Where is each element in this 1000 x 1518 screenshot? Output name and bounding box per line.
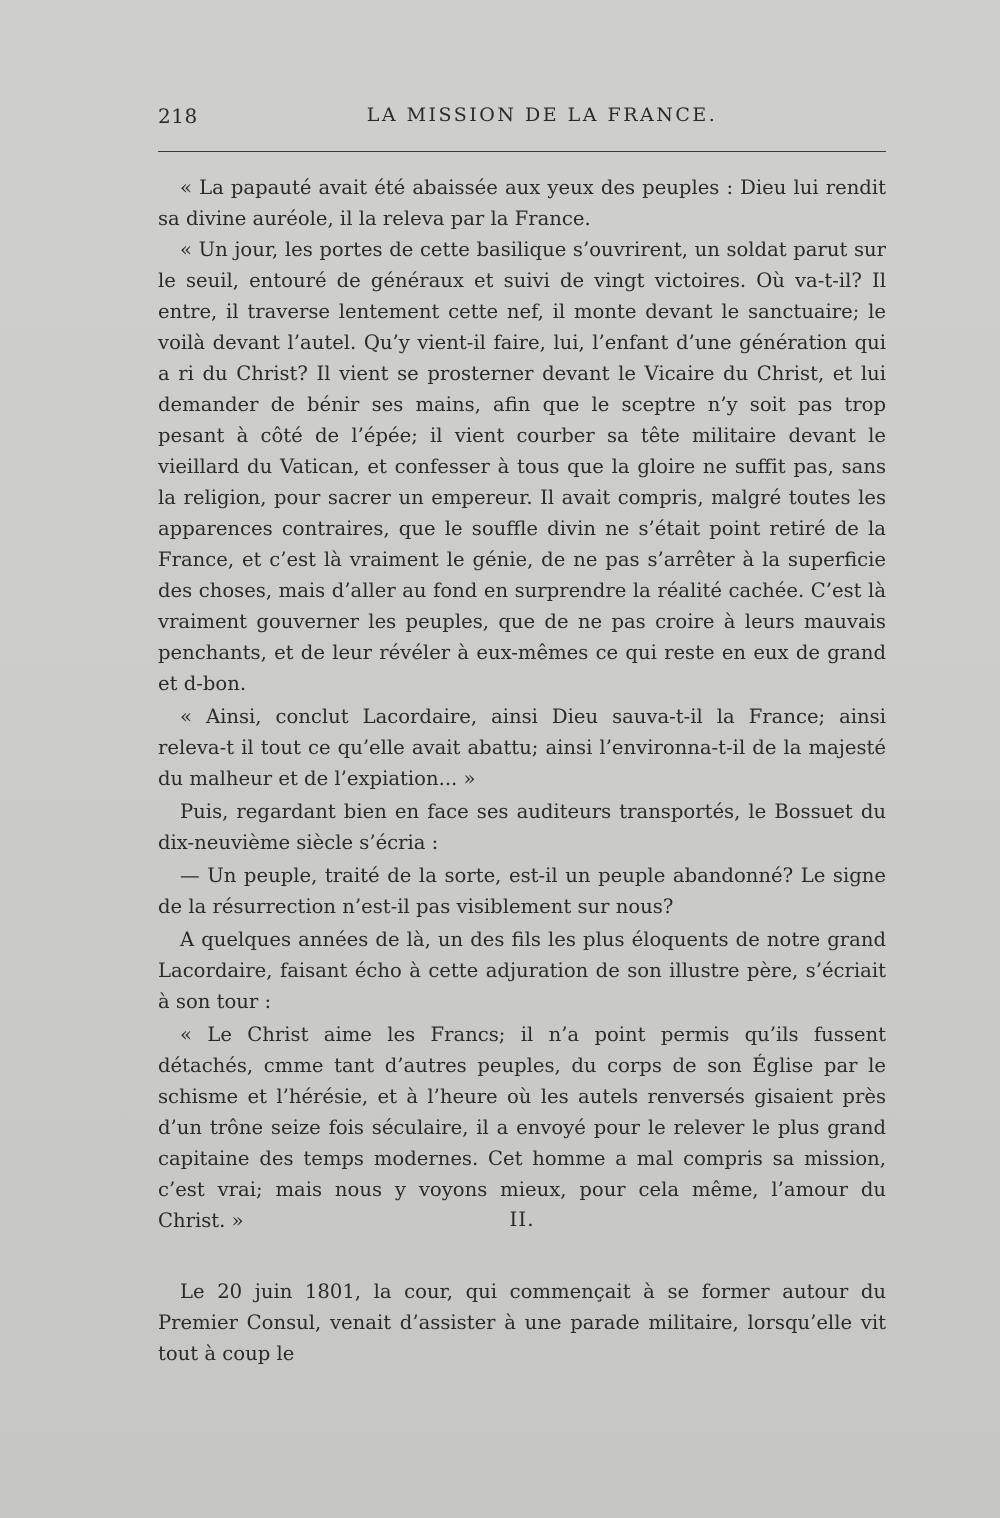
paragraph: — Un peuple, traité de la sorte, est-il un peuple abandonné? Le signe de la résurrection n’est-il pas visiblement sur nous? (158, 864, 886, 918)
paragraph: A quelques années de là, un des fils les plus éloquents de notre grand Lacordaire, faisant écho à cette adjuration de son illustre père, s’écriait à son tour : (158, 928, 886, 1013)
paragraph: « Ainsi, conclut Lacordaire, ainsi Dieu sauva-t-il la France; ainsi releva-t il tout ce qu’elle avait abattu; ainsi l’environna-t-il de la majesté du malheur et de l’expiation... » (158, 705, 886, 790)
running-title: LA MISSION DE LA FRANCE. (366, 104, 718, 126)
page-header (158, 104, 886, 134)
paragraph: Le 20 juin 1801, la cour, qui commençait à se former autour du Premier Consul, venait d’assister à une parade militaire, lorsqu’elle vit tout à coup le (158, 1280, 886, 1365)
page-number: 218 (158, 104, 198, 128)
header-rule (158, 151, 886, 152)
section-text (158, 1276, 886, 1369)
main-text (158, 172, 886, 1236)
paragraph: Puis, regardant bien en face ses auditeurs transportés, le Bossuet du dix-neuvième siècle s’écria : (158, 800, 886, 854)
section-heading: II. (509, 1207, 535, 1231)
paragraph: « Un jour, les portes de cette basilique s’ouvrirent, un soldat parut sur le seuil, entouré de généraux et suivi de vingt victoires. Où va-t-il? Il entre, il traverse lentement cette nef, il monte devant le sanctuaire; le voilà devant l’autel. Qu’y vient-il faire, lui, l’enfant d’une génération qui a ri du Christ? Il vient se prosterner devant le Vicaire du Christ, et lui demander de bénir ses mains, afin que le sceptre n’y soit pas trop pesant à côté de l’épée; il vient courber sa tête militaire devant le vieillard du Vatican, et confesser à tous que la gloire ne suffit pas, sans la religion, pour sacrer un empereur. Il avait compris, malgré toutes les apparences contraires, que le souffle divin ne s’était point retiré de la France, et c’est là vraiment le génie, de ne pas s’arrêter à la superficie des choses, mais d’aller au fond en surprendre la réalité cachée. C’est là vraiment gouverner les peuples, que de ne pas croire à leurs mauvais penchants, et de leur révéler à eux-mêmes ce qui reste en eux de grand et d-bon. (158, 238, 886, 695)
paragraph: « La papauté avait été abaissée aux yeux des peuples : Dieu lui rendit sa divine auréole, il la releva par la France. (158, 176, 886, 230)
paragraph: « Le Christ aime les Francs; il n’a point permis qu’ils fussent détachés, cmme tant d’autres peuples, du corps de son Église par le schisme et l’hérésie, et à l’heure où les autels renversés gisaient près d’un trône seize fois séculaire, il a envoyé pour le relever le plus grand capitaine des temps modernes. Cet homme a mal compris sa mission, c’est vrai; mais nous y voyons mieux, pour cela même, l’amour du Christ. » (158, 1023, 886, 1232)
